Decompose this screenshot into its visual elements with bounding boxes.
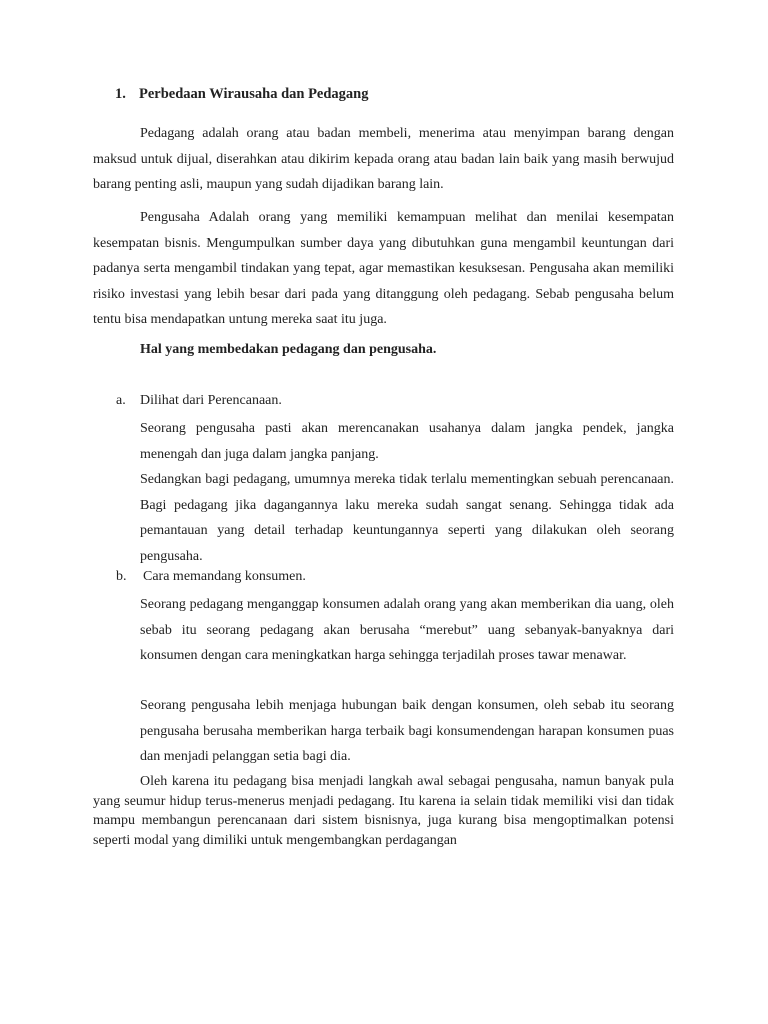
list-item-title: Cara memandang konsumen. <box>143 569 306 584</box>
list-letter: a. <box>116 393 126 408</box>
differences-subheading: Hal yang membedakan pedagang dan pengusaha. <box>140 342 437 357</box>
list-item-b-paragraph-2: Seorang pengusaha lebih menjaga hubungan baik dengan konsumen, oleh sebab itu seorang pengusaha berusaha memberikan harga terbaik bagi konsumendengan harapan konsumen puas dan menjadi pelanggan setia bagi dia. <box>140 698 674 764</box>
paragraph-pedagang-definition: Pedagang adalah orang atau badan membeli, menerima atau menyimpan barang dengan maksud untuk dijual, diserahkan atau dikirim kepada orang atau badan lain baik yang masih berwujud barang penting asli, maupun yang sudah dijadikan barang lain. <box>93 126 674 192</box>
list-item-a-label <box>116 393 282 409</box>
section-title: Perbedaan Wirausaha dan Pedagang <box>139 86 369 102</box>
section-number: 1. <box>115 86 126 102</box>
paragraph-pengusaha-definition: Pengusaha Adalah orang yang memiliki kemampuan melihat dan menilai kesempatan kesempatan bisnis. Mengumpulkan sumber daya yang dibutuhkan guna mengambil keuntungan dari padanya serta mengambil tindakan yang tepat, agar memastikan kesuksesan. Pengusaha akan memiliki risiko investasi yang lebih besar dari pada yang ditanggung oleh pedagang. Sebab pengusaha belum tentu bisa mendapatkan untung mereka saat itu juga. <box>93 210 674 327</box>
list-item-title: Dilihat dari Perencanaan. <box>140 393 282 408</box>
list-letter: b. <box>116 569 127 584</box>
paragraph-conclusion: Oleh karena itu pedagang bisa menjadi langkah awal sebagai pengusaha, namun banyak pula yang seumur hidup terus-menerus menjadi pedagang. Itu karena ia selain tidak memiliki visi dan tidak mampu membangun perencanaan dari sistem bisnisnya, juga kurang bisa mengoptimalkan potensi seperti modal yang dimiliki untuk mengembangkan perdagangan <box>93 774 674 848</box>
list-item-a-paragraph-2: Sedangkan bagi pedagang, umumnya mereka tidak terlalu mementingkan sebuah perencanaan. Bagi pedagang jika dagangannya laku mereka sudah sangat senang. Sehingga tidak ada pemantauan yang detail terhadap keuntungannya seperti yang dilakukan oleh seorang pengusaha. <box>140 472 674 564</box>
list-item-a-paragraph-1: Seorang pengusaha pasti akan merencanakan usahanya dalam jangka pendek, jangka menengah dan juga dalam jangka panjang. <box>140 421 674 462</box>
list-item-b-paragraph-1: Seorang pedagang menganggap konsumen adalah orang yang akan memberikan dia uang, oleh sebab itu seorang pedagang akan berusaha “merebut” uang sebanyak-banyaknya dari konsumen dengan cara meningkatkan harga sehingga terjadilah proses tawar menawar. <box>140 597 674 663</box>
list-item-b-label <box>116 569 306 585</box>
section-heading <box>115 86 369 103</box>
